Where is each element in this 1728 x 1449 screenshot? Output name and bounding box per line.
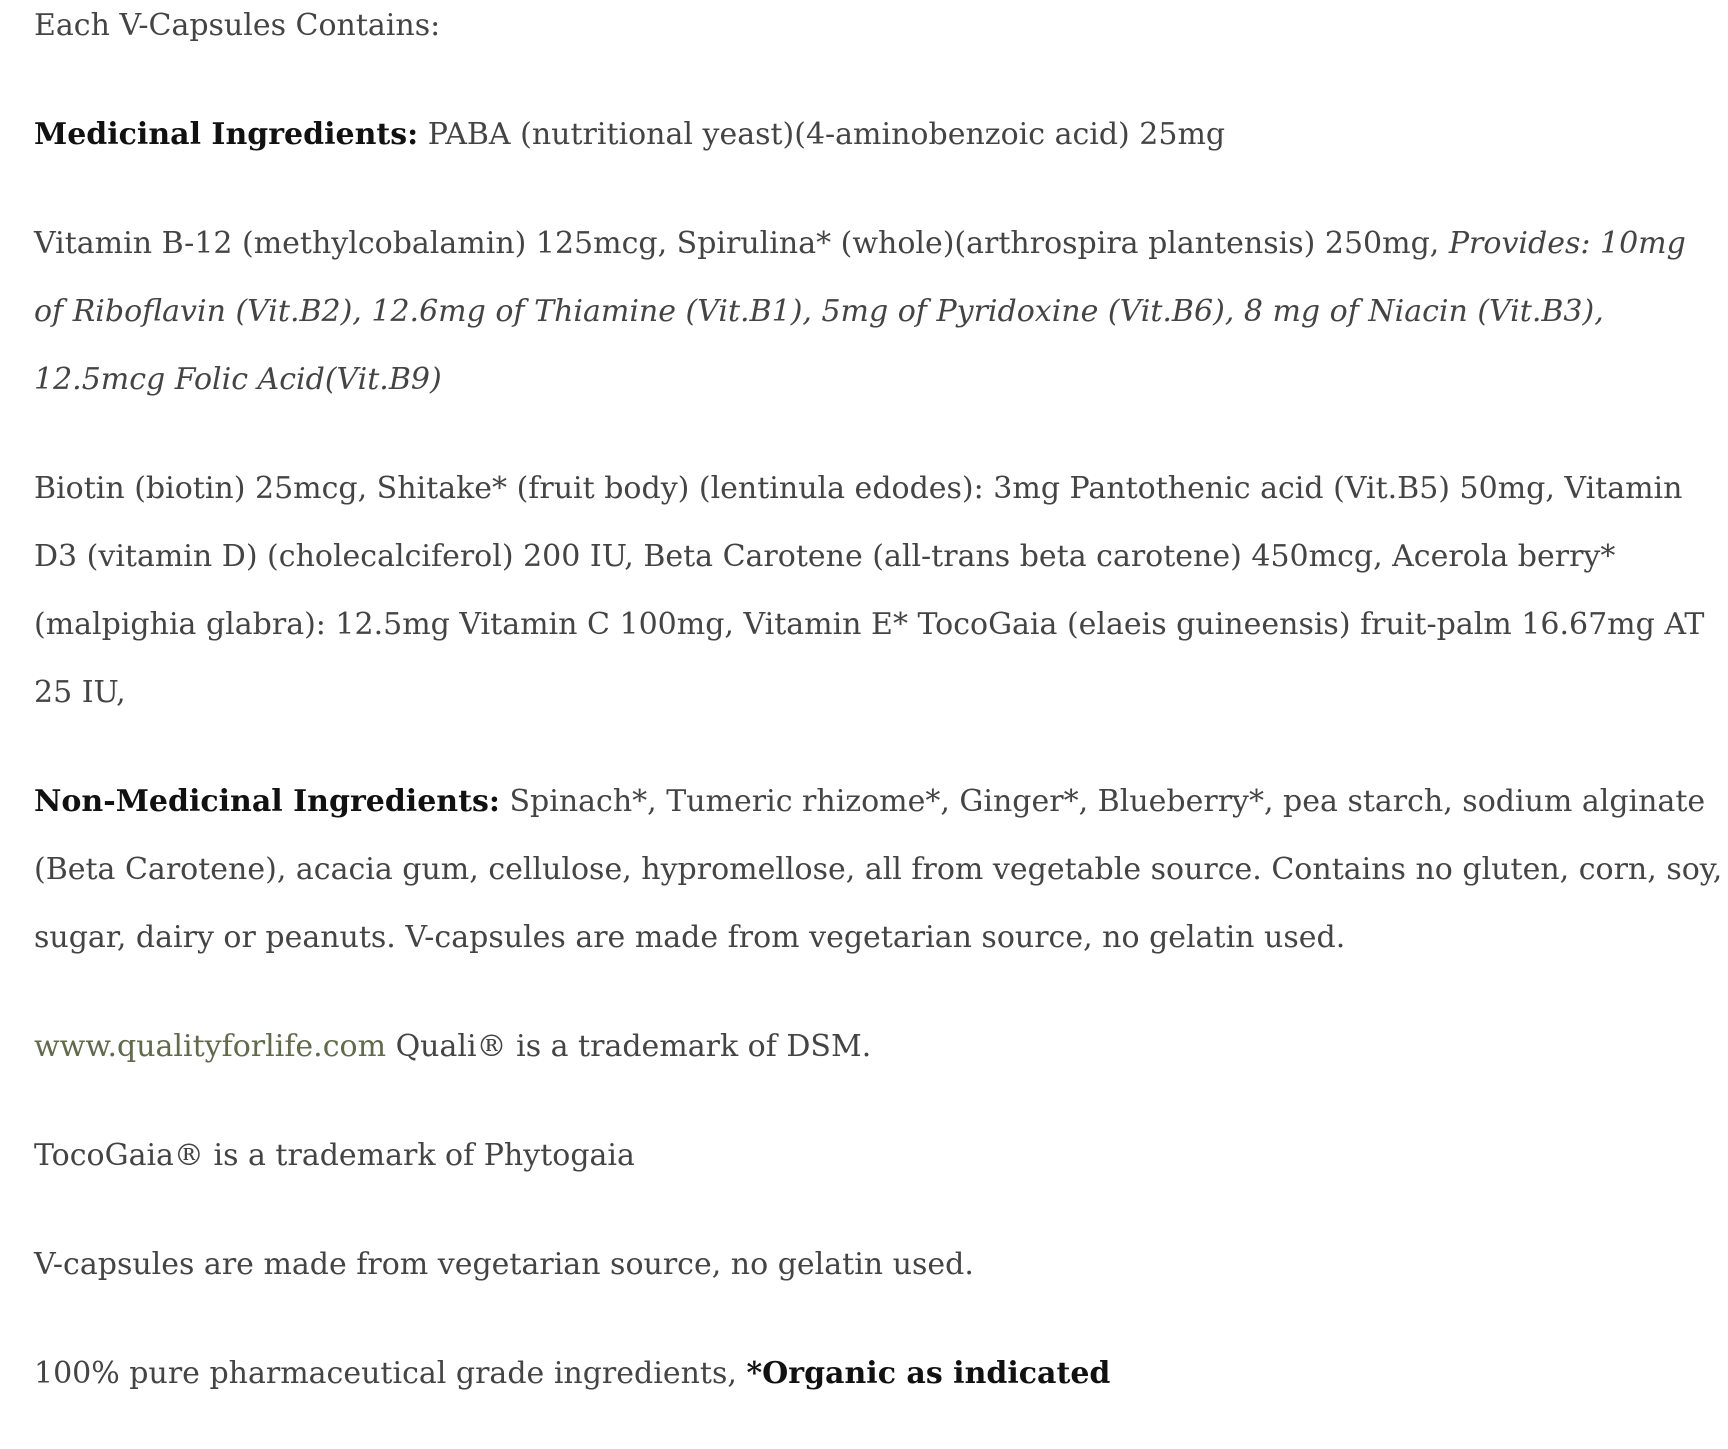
- quali-text: Quali® is a trademark of DSM.: [386, 1029, 872, 1064]
- intro-label: Each V-Capsules Contains:: [34, 8, 441, 43]
- tocogaia-trademark: [34, 1122, 1724, 1190]
- tocogaia-text: TocoGaia® is a trademark of Phytogaia: [34, 1138, 635, 1173]
- quality-for-life-link[interactable]: www.qualityforlife.com: [34, 1029, 387, 1064]
- non-medicinal-text: Spinach*, Tumeric rhizome*, Ginger*, Blueberry*, pea starch, sodium alginate (Beta Carotene), acacia gum, cellulose, hypromellose, all from vegetable source. Contains no gluten, corn, soy, sugar, dairy or peanuts. V-capsules are made from vegetarian source, no gelatin used.: [34, 784, 1723, 955]
- non-medicinal-label: Non-Medicinal Ingredients:: [34, 784, 500, 819]
- product-description: [34, 0, 1724, 1449]
- medicinal-label: Medicinal Ingredients:: [34, 117, 419, 152]
- medicinal-ingredients: [34, 101, 1724, 169]
- vcapsules-text: V-capsules are made from vegetarian source, no gelatin used.: [34, 1247, 974, 1282]
- organic-note: *Organic as indicated: [746, 1356, 1111, 1391]
- biotin-paragraph: [34, 455, 1724, 727]
- vitamin-b12-text: Vitamin B-12 (methylcobalamin) 125mcg, Spirulina* (whole)(arthrospira plantensis) 250mg,: [34, 226, 1449, 261]
- intro-text: [34, 0, 1724, 60]
- pure-text: 100% pure pharmaceutical grade ingredients,: [34, 1356, 747, 1391]
- vcapsules-note: [34, 1231, 1724, 1299]
- non-medicinal-ingredients: [34, 768, 1724, 972]
- provides-text: Provides: 10mg of Riboflavin (Vit.B2), 12.6mg of Thiamine (Vit.B1), 5mg of Pyridoxine (Vit.B6), 8 mg of Niacin (Vit.B3), 12.5mcg Folic Acid(Vit.B9): [34, 226, 1686, 397]
- medicinal-text: PABA (nutritional yeast)(4-aminobenzoic acid) 25mg: [418, 117, 1226, 152]
- quali-trademark: [34, 1013, 1724, 1081]
- pure-ingredients: [34, 1340, 1724, 1408]
- vitamin-b12-paragraph: [34, 210, 1724, 414]
- biotin-text: Biotin (biotin) 25mcg, Shitake* (fruit body) (lentinula edodes): 3mg Pantothenic acid (Vit.B5) 50mg, Vitamin D3 (vitamin D) (cholecalciferol) 200 IU, Beta Carotene (all-trans beta carotene) 450mcg, Acerola berry* (malpighia glabra): 12.5mg Vitamin C 100mg, Vitamin E* TocoGaia (elaeis guineensis) fruit-palm 16.67mg AT 25 IU,: [34, 471, 1705, 710]
